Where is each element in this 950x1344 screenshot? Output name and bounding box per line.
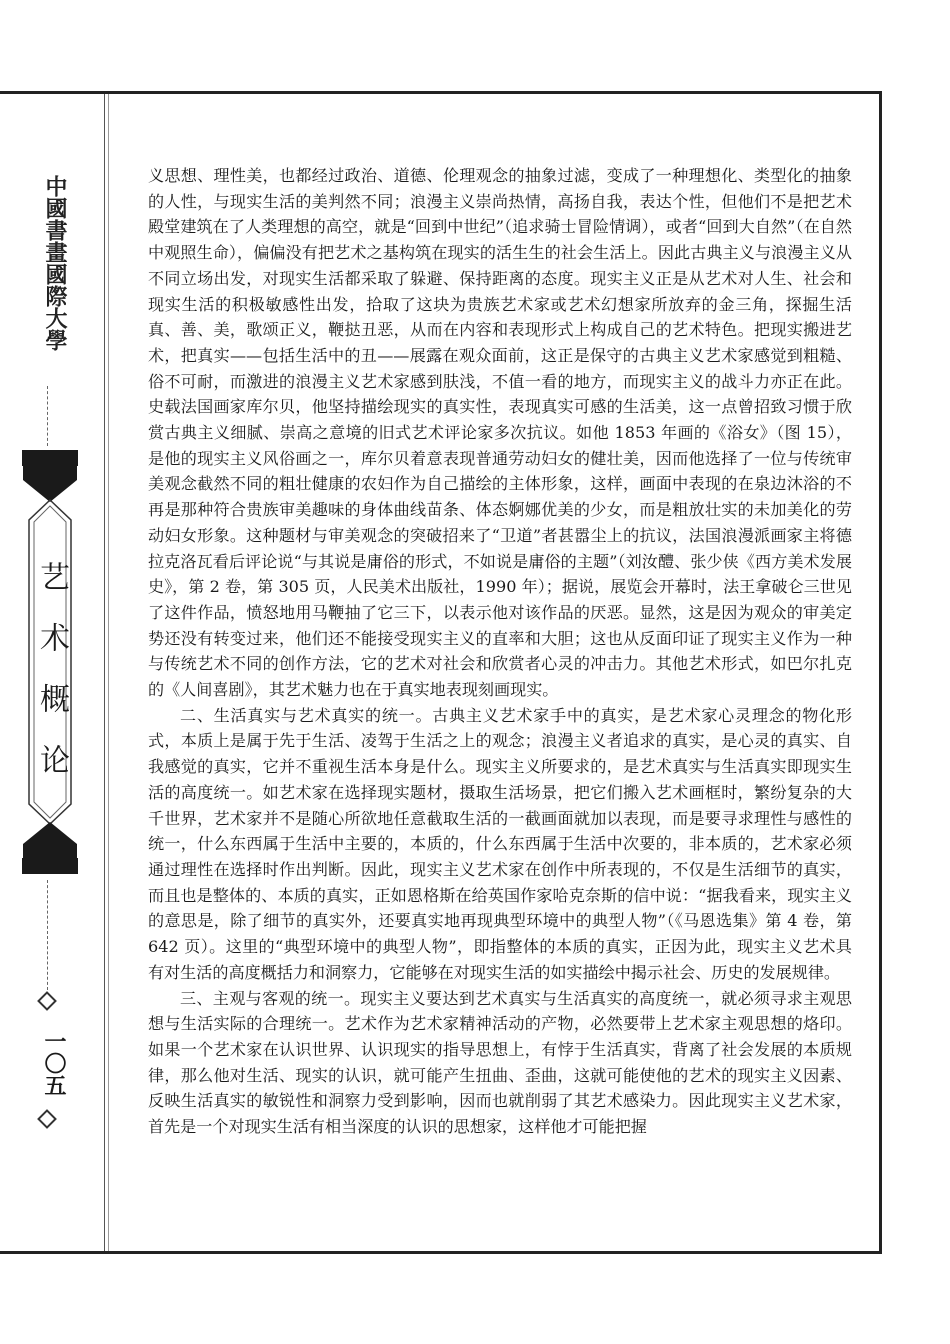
sidebar-dash-bottom (47, 880, 49, 990)
school-name: 中國書畫國際大學 (42, 175, 67, 351)
paragraph: 三、主观与客观的统一。现实主义要达到艺术真实与生活真实的高度统一，就必须寻求主观思想与生活实际的合理统一。艺术作为艺术家精神活动的产物，必然要带上艺术家主观思想的烙印。如果一个艺术家在认识世界、认识现实的指导思想上，有悖于生活真实，背离了社会发展的本质规律，那么他对生活、现实的认识，就可能产生扭曲、歪曲，这就可能使他的艺术的现实主义因素、反映生活真实的敏锐性和洞察力受到影响，因而也就削弱了其艺术感染力。因此现实主义艺术家，首先是一个对现实生活有相当深度的认识的思想家，这样他才可能把握 (148, 988, 852, 1137)
ornament-top-icon (23, 462, 77, 502)
page-number: 一〇五 (41, 1030, 66, 1096)
paragraph: 义思想、理性美，也都经过政治、道德、伦理观念的抽象过滤，变成了一种理想化、类型化的抽象的人性，与现实生活的美判然不同；浪漫主义崇尚热情，高扬自我，表达个性，但他们不是把艺术殿堂建筑在了人类理想的高空，就是“回到中世纪”（追求骑士冒险情调），或者“回到大自然”（在自然中观照生命），偏偏没有把艺术之基构筑在现实的活生生的社会生活上。因此古典主义与浪漫主义从不同立场出发，对现实生活都采取了躲避、保持距离的态度。现实主义正是从艺术对人生、社会和现实生活的积极敏感性出发，拾取了这块为贵族艺术家或艺术幻想家所放弃的金三角，探掘生活真、善、美，歌颂正义，鞭挞丑恶，从而在内容和表现形式上构成自己的艺术特色。把现实搬进艺术，把真实——包括生活中的丑——展露在观众面前，这正是保守的古典主义艺术家感觉到粗糙、俗不可耐，而激进的浪漫主义艺术家感到肤浅，不值一看的地方，而现实主义的战斗力亦正在此。史载法国画家库尔贝，他坚持描绘现实的真实性，表现真实可感的生活美，这一点曾招致习惯于欣赏古典主义细腻、崇高之意境的旧式艺术评论家多次抗议。如他 1853 年画的《浴女》（图 15），是他的现实主义风俗画之一，库尔贝着意表现普通劳动妇女的健壮美，因而他选择了一位与传统审美观念截然不同的粗壮健康的农妇作为自己描绘的主体形象，这样，画面中表现的在泉边沐浴的不再是那种符合贵族审美趣味的身体曲线苗条、体态婀娜优美的少女，而是粗放壮实的未加美化的劳动妇女形象。这种题材与审美观念的突破招来了“卫道”者甚嚣尘上的抗议，法国浪漫派画家主将德拉克洛瓦看后评论说“与其说是庸俗的形式，不如说是庸俗的主题”（刘汝醴、张少侠《西方美术发展史》，第 2 卷，第 305 页，人民美术出版社，1990 年）；据说，展览会开幕时，法王拿破仑三世见了这件作品，愤怒地用马鞭抽了它三下，以表示他对该作品的厌恶。显然，这是因为观众的审美定势还没有转变过来，他们还不能接受现实主义的直率和大胆；这也从反面印证了现实主义作为一种与传统艺术不同的创作方法，它的艺术对社会和欣赏者心灵的冲击力。其他艺术形式，如巴尔扎克的《人间喜剧》，其艺术魅力也在于真实地表现刻画现实。 (148, 166, 852, 700)
paragraph: 二、生活真实与艺术真实的统一。古典主义艺术家手中的真实，是艺术家心灵理念的物化形式，本质上是属于先于生活、凌驾于生活之上的观念；浪漫主义者追求的真实，是心灵的真实、自我感觉的真实，它并不重视生活本身是什么。现实主义所要求的，是艺术真实与生活真实即现实生活的高度统一。如艺术家在选择现实题材，摄取生活场景，把它们搬入艺术画框时，繁纷复杂的大千世界，艺术家并不是随心所欲地任意截取生活的一截画面就加以表现，而是要寻求理性与感性的统一，什么东西属于生活中主要的，本质的，什么东西属于生活中次要的，非本质的，艺术家必须通过理性在选择时作出判断。因此，现实主义艺术家在创作中所表现的，不仅是生活细节的真实，而且也是整体的、本质的真实，正如恩格斯在给英国作家哈克奈斯的信中说：“据我看来，现实主义的意思是，除了细节的真实外，还要真实地再现典型环境中的典型人物”（《马恩选集》第 4 卷，第 642 页）。这里的“典型环境中的典型人物”，即指整体的本质的真实，正因为此，现实主义艺术具有对生活的高度概括力和洞察力，它能够在对现实生活的如实描绘中揭示社会、历史的发展规律。 (148, 705, 852, 982)
ornament-bottom-icon (23, 822, 77, 862)
body-text (148, 163, 852, 1140)
title-bar-bottom (22, 858, 78, 874)
sidebar-divider-inner (108, 94, 109, 1251)
sidebar-divider (104, 94, 105, 1251)
sidebar-dash-top (47, 386, 49, 446)
book-title: 艺术概论 (34, 561, 69, 805)
